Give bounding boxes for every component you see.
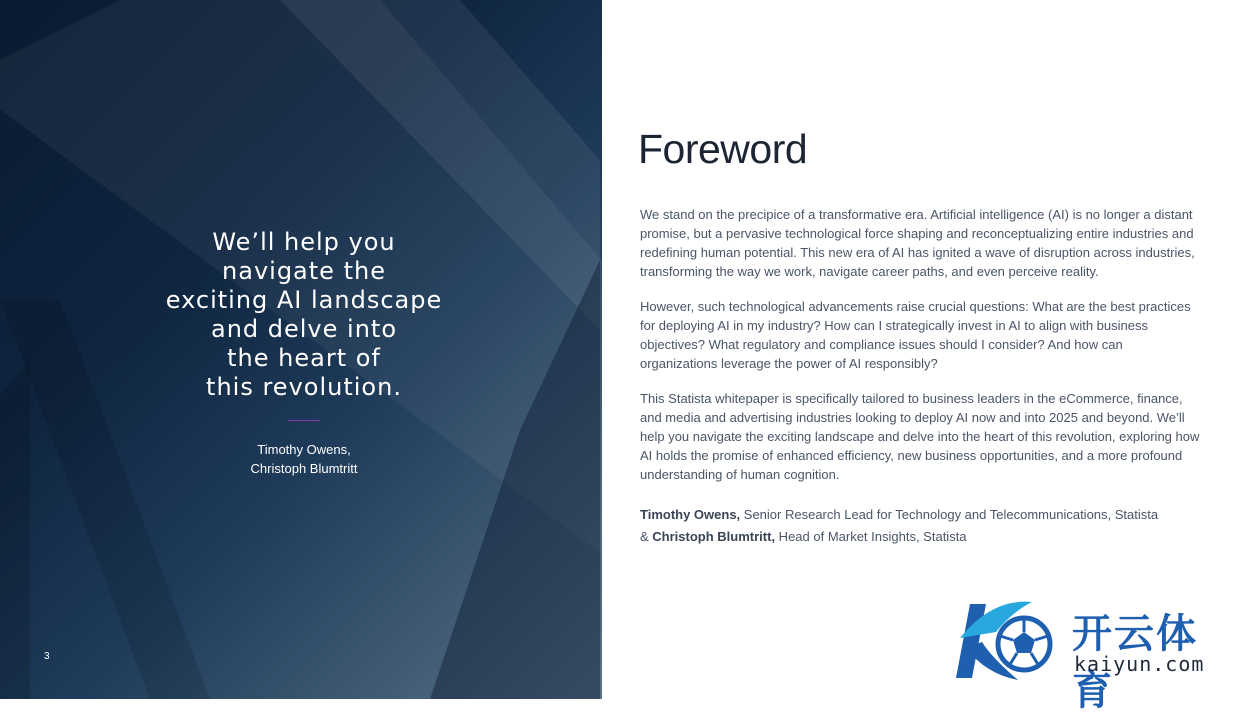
right-panel xyxy=(602,0,1242,699)
left-panel xyxy=(0,0,602,699)
watermark-logo xyxy=(952,598,1232,714)
paragraph: We stand on the precipice of a transformative era. Artificial intelligence (AI) is no longer a distant promise, but a pervasive technological force shaping and reconceptualizing entire industries and redefining human potential. This new era of AI has ignited a wave of disruption across industries, transforming the way we work, navigate career paths, and even perceive reality. xyxy=(640,207,1195,279)
signature xyxy=(640,504,1202,548)
author-role: Head of Market Insights, Statista xyxy=(775,529,967,544)
ampersand: & xyxy=(640,529,653,544)
author-name: Timothy Owens, xyxy=(640,507,741,522)
quote-authors: Timothy Owens, Christoph Blumtritt xyxy=(250,442,358,476)
page-title: Foreword xyxy=(638,126,808,172)
signature-line-1 xyxy=(640,504,1202,526)
k-soccer-ball-logo-icon xyxy=(952,598,1064,684)
paragraph: However, such technological advancements raise crucial questions: What are the best practices for deploying AI in my industry? How can I strategically invest in AI to align with business objectives? What regulatory and compliance issues should I consider? And how can organizations leverage the power of AI responsibly? xyxy=(640,299,1191,371)
logo-text-domain: kaiyun.com xyxy=(1074,652,1205,676)
paragraph: This Statista whitepaper is specifically tailored to business leaders in the eCommerce, finance, and media and advertising industries looking to deploy AI now and into 2025 and beyond. We’ll help you navigate the exciting landscape and delve into the heart of this revolution, exploring how AI holds the promise of enhanced efficiency, new business opportunities, and a more profound understanding of human cognition. xyxy=(640,391,1200,482)
foreword-body xyxy=(640,205,1202,548)
author-name: Christoph Blumtritt, xyxy=(652,529,776,544)
logo-text-chinese: 开云体育 xyxy=(1072,611,1198,714)
author-role: Senior Research Lead for Technology and Telecommunications, Statista xyxy=(740,507,1159,522)
page-number: 3 xyxy=(44,651,50,662)
pull-quote: We’ll help you navigate the exciting AI landscape and delve into the heart of this revolution. xyxy=(165,228,443,401)
signature-line-2 xyxy=(640,526,1202,548)
divider xyxy=(288,420,320,421)
